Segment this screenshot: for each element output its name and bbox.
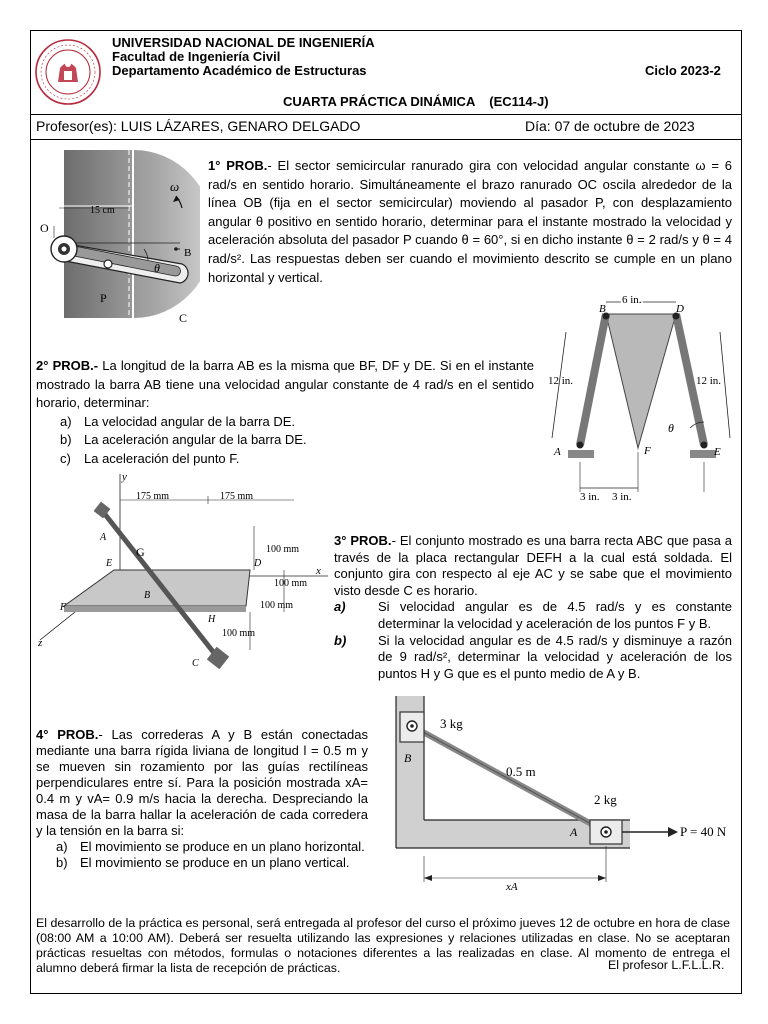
footer-text: El desarrollo de la práctica es personal, será entregada al profesor del curso el próximo jueves 12 de octubre en hora de clase (08:00 AM a 10:00 AM). Deberá ser resuelta utilizando las expresiones y relaciones utilizadas en clase. No se aceptaran prácticas resueltas con métodos, formulas o notaciones diferentes a las realizadas en clase. Al momento de entrega el alumno deberá firmar la lista de recepción de prácticas. — [36, 916, 730, 975]
prob1-heading: 1° PROB. — [208, 158, 268, 173]
p2-right-dim: 12 in. — [696, 375, 722, 387]
prob4-item: a) El movimiento se produce en un plano horizontal. — [56, 839, 365, 854]
prob3-item: b) Si la velocidad angular es de 4.5 rad/s y disminuye a razón de 9 rad/s², determinar la velocidad y aceleración de los puntos H y G que es el punto medio de A y B. — [334, 632, 732, 681]
prob2-item: b) La aceleración angular de la barra DE. — [60, 432, 307, 448]
professors-line: Profesor(es): LUIS LÁZARES, GENARO DELGADO — [36, 118, 361, 134]
p3-axis-y: y — [122, 471, 127, 483]
p3-dim-100b: 100 mm — [274, 578, 308, 589]
exam-title: CUARTA PRÁCTICA DINÁMICA (EC114-J) — [283, 94, 549, 109]
faculty-name: Facultad de Ingeniería Civil — [112, 49, 281, 64]
p4-xa-label: xA — [506, 881, 518, 892]
p3-dim-100c: 100 mm — [260, 600, 294, 611]
p2-top-dim: 6 in. — [622, 294, 642, 306]
subheader-divider — [30, 139, 742, 140]
date-line: Día: 07 de octubre de 2023 — [525, 118, 695, 134]
p1-point-p: P — [100, 291, 107, 305]
prob2-heading: 2° PROB.- — [36, 358, 99, 373]
p2-point-a: A — [554, 446, 561, 458]
prob3-heading: 3° PROB. — [334, 533, 392, 548]
p2-point-f: F — [644, 445, 651, 457]
p3-point-e: E — [106, 558, 113, 569]
p1-theta-label: θ — [154, 261, 160, 275]
p3-dim-100a: 100 mm — [266, 544, 300, 555]
prob4-heading: 4° PROB. — [36, 727, 99, 742]
prob2-item: a) La velocidad angular de la barra DE. — [60, 413, 296, 429]
p2-br-dim: 3 in. — [612, 491, 632, 503]
p1-point-o: O — [40, 221, 49, 235]
prob2-items — [36, 413, 534, 469]
p3-dim-175a: 175 mm — [136, 491, 170, 502]
p4-point-a: A — [570, 825, 578, 839]
p1-point-b: B — [184, 247, 192, 259]
prob4-text — [36, 727, 368, 871]
prob4-items — [36, 839, 368, 871]
p2-bl-dim: 3 in. — [580, 491, 600, 503]
p3-dim-100d: 100 mm — [222, 628, 256, 639]
prob3-body: - El conjunto mostrado es una barra recta ABC que pasa a través de la placa rectangular DEFH a la cual está soldada. El conjunto gira con respecto al eje AC y se sabe que el movimiento visto desde C es horario. — [334, 533, 733, 598]
university-name: UNIVERSIDAD NACIONAL DE INGENIERÍA — [112, 35, 375, 50]
prob2-body: La longitud de la barra AB es la misma que BF, DF y DE. Si en el instante mostrado la barra AB tiene una velocidad angular constante de 4 rad/s en el sentido horario, determinar: — [36, 358, 534, 411]
prob3-item: a) Si velocidad angular es de 4.5 rad/s y es constante determinar la velocidad y aceleración de los puntos F y B. — [334, 599, 732, 631]
p4-mass-a: 2 kg — [594, 792, 617, 807]
footer-signature: El profesor L.F.L.L.R. — [608, 958, 725, 972]
p1-point-c: C — [179, 311, 188, 324]
p3-point-f: F — [60, 602, 67, 613]
department-name: Departamento Académico de Estructuras — [112, 63, 367, 78]
prob4-figure — [378, 696, 740, 892]
p4-force: P = 40 N — [680, 824, 727, 839]
p3-point-g: G — [136, 545, 145, 559]
p3-axis-x: x — [316, 565, 321, 577]
prob4-item: b) El movimiento se produce en un plano vertical. — [56, 855, 350, 870]
p3-point-h: H — [208, 614, 216, 625]
p3-axis-z: z — [38, 637, 43, 649]
p2-theta-label: θ — [668, 421, 674, 435]
prob1-body: - El sector semicircular ranurado gira con velocidad angular constante ω = 6 rad/s en sentido horario. Simultáneamente el brazo ranurado OC oscila alrededor de la línea OB (fija en el sector semicircular) moviendo al pasador P, con desplazamiento angular θ positivo en sentido horario, determinar para el instante mostrado la velocidad y aceleración absoluta del pasador P cuando θ = 60°, si en dicho instante θ = 2 rad/s y θ = 4 rad/s². Las respuestas deben ser cuando el movimiento descrito se cumple en un plano horizontal y vertical. — [208, 158, 732, 285]
cycle-label: Ciclo 2023-2 — [645, 63, 721, 78]
university-seal — [34, 38, 102, 106]
prob2-text — [36, 357, 534, 469]
p3-point-a: A — [100, 532, 107, 543]
prob3-items — [334, 599, 732, 682]
p2-point-b: B — [599, 303, 606, 315]
prob4-body: - Las correderas A y B están conectadas mediante una barra rígida liviana de longitud l = 0.5 m y se mueven sin rozamiento por las guías rectilíneas perpendiculares entre sí. Para la posición mostrada xA= 0.4 m y vA= 0.9 m/s hacia la derecha. Despreciando la masa de la barra hallar la aceleración de cada corredera y la tensión en la barra si: — [36, 727, 368, 838]
p4-mass-b: 3 kg — [440, 716, 463, 731]
p4-point-b: B — [404, 751, 412, 765]
p3-dim-175b: 175 mm — [220, 491, 254, 502]
p2-point-d: D — [676, 303, 684, 315]
prob1-figure — [34, 146, 200, 324]
p3-point-b: B — [144, 590, 151, 601]
p3-point-d: D — [254, 558, 262, 569]
prob2-item: c) La aceleración del punto F. — [60, 450, 240, 466]
p4-length: 0.5 m — [506, 764, 536, 779]
header-divider — [30, 114, 742, 115]
prob2-figure — [542, 292, 742, 506]
prob1-text — [208, 157, 732, 287]
prob3-text — [334, 533, 732, 682]
p1-omega-label: ω — [170, 179, 180, 194]
prob3-figure — [34, 470, 334, 688]
p3-point-c: C — [192, 658, 199, 669]
p1-dim-label: 15 cm — [90, 205, 115, 216]
p2-point-e: E — [714, 446, 721, 458]
seal-icon — [34, 38, 102, 106]
p2-left-dim: 12 in. — [548, 375, 574, 387]
